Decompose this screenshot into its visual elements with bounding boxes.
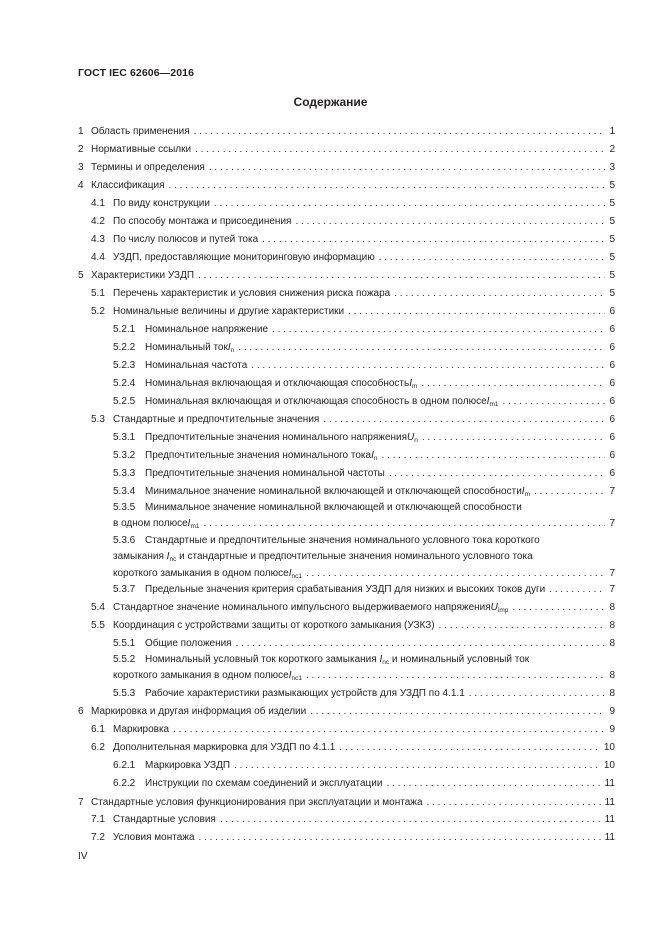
- toc-entry-page: 6: [609, 468, 615, 479]
- toc-entry-page: 5: [609, 216, 615, 227]
- toc-entry-number: 5.3.3: [113, 468, 136, 479]
- toc-entry-page: 7: [609, 584, 615, 595]
- leader-dots: [389, 466, 606, 482]
- toc-entry-number: 5.2: [91, 306, 105, 317]
- toc-entry-text: Перечень характеристик и условия снижения риска пожара: [113, 288, 391, 299]
- leader-dots: [203, 516, 605, 532]
- toc-entry: [113, 340, 615, 356]
- toc-entry-number: 5.3.7: [113, 584, 136, 595]
- toc-entry-text: Общие положения: [145, 638, 232, 649]
- leader-dots: [469, 686, 606, 702]
- symbol-subscript: nc1: [291, 573, 302, 580]
- symbol: I: [379, 654, 383, 665]
- toc-entry-text: Стандартные и предпочтительные значения номинального условного тока короткого: [145, 535, 540, 546]
- toc-entry-page: 6: [609, 378, 615, 389]
- toc-entry-page: 9: [609, 706, 615, 717]
- toc-entry-text: Инструкции по схемам соединений и эксплуатации: [145, 778, 383, 789]
- toc-entry-number: 6: [78, 706, 84, 717]
- toc-entry-page: 8: [609, 602, 615, 613]
- leader-dots: [386, 776, 600, 792]
- toc-entry: [113, 516, 615, 532]
- toc-entry: [78, 178, 615, 194]
- symbol-subscript: nc: [169, 556, 177, 563]
- toc-entry: [113, 322, 615, 338]
- toc-entry-text: Маркировка УЗДП: [145, 760, 231, 771]
- toc-entry-page: 7: [609, 568, 615, 579]
- toc-entry: [113, 358, 615, 374]
- leader-dots: [209, 160, 606, 176]
- leader-dots: [238, 340, 605, 356]
- symbol-subscript: n: [414, 437, 418, 444]
- leader-dots: [348, 304, 605, 320]
- toc-entry-number: 4.3: [91, 234, 105, 245]
- toc-entry-text: Предельные значения критерия срабатывания УЗДП для низких и высоких токов дуги: [145, 584, 546, 595]
- toc-entry: [78, 142, 615, 158]
- toc-entry: [91, 618, 615, 634]
- toc-entry-page: 3: [609, 162, 615, 173]
- toc-entry: [113, 566, 615, 582]
- toc-entry-page: 5: [609, 270, 615, 281]
- toc-entry-symbol: [409, 376, 417, 395]
- toc-entry-number: 5.2.3: [113, 360, 136, 371]
- toc-entry-page: 5: [609, 198, 615, 209]
- toc-entry: [113, 686, 615, 702]
- toc-entry-text: Номинальная частота: [145, 360, 248, 371]
- leader-dots: [427, 795, 601, 811]
- toc-entry-symbol: [522, 484, 530, 503]
- toc-entry-page: 6: [609, 306, 615, 317]
- toc-entry-text: Условия монтажа: [113, 832, 195, 843]
- toc-entry-page: 6: [609, 396, 615, 407]
- page-number-footer: IV: [78, 851, 88, 862]
- toc-entry: [113, 394, 615, 410]
- toc-entry: [91, 214, 615, 230]
- toc-entry-number: 4: [78, 180, 84, 191]
- toc-entry-page: 11: [604, 797, 615, 808]
- toc-entry-number: 5.4: [91, 602, 105, 613]
- symbol-subscript: nc: [382, 659, 390, 666]
- toc-entry-number: 5: [78, 270, 84, 281]
- symbol: I: [409, 378, 412, 389]
- toc-entry: [91, 286, 615, 302]
- toc-entry-text: Номинальное напряжение: [145, 324, 269, 335]
- symbol: I: [371, 450, 374, 461]
- leader-dots: [236, 636, 606, 652]
- toc-entry-text: Характеристики УЗДП: [91, 270, 195, 281]
- toc-entry-number: 6.2: [91, 742, 105, 753]
- toc-entry-text: короткого замыкания в одном полюсе: [113, 568, 289, 579]
- leader-dots: [173, 722, 605, 738]
- toc-entry: [113, 776, 615, 792]
- toc-entry-text: Минимальное значение номинальной включающей и отключающей способности: [145, 502, 522, 513]
- toc-entry-number: 5.5: [91, 620, 105, 631]
- leader-dots: [421, 376, 605, 392]
- toc-entry-page: 7: [609, 518, 615, 529]
- toc-entry-number: 5.3.2: [113, 450, 136, 461]
- toc-entry-page: 8: [609, 638, 615, 649]
- toc-entry-number: 6.1: [91, 724, 105, 735]
- toc-entry: [113, 636, 615, 652]
- toc-entry-page: 11: [604, 778, 615, 789]
- toc-entry-text: УЗДП, предоставляющие мониторинговую информацию: [113, 252, 375, 263]
- toc-entry-number: 6.2.1: [113, 760, 136, 771]
- symbol-subscript: n: [373, 455, 378, 462]
- toc-entry-text: замыкания: [113, 551, 164, 562]
- toc-entry-number: 5.3.1: [113, 432, 136, 443]
- toc-entry: [113, 758, 615, 774]
- toc-entry-number: 6.2.2: [113, 778, 136, 789]
- toc-entry-number: 5.3.4: [113, 486, 136, 497]
- toc-entry-number: 7.1: [91, 814, 105, 825]
- leader-dots: [198, 268, 605, 284]
- page-title: Содержание: [293, 95, 368, 109]
- symbol-subscript: nc1: [291, 675, 302, 682]
- leader-dots: [512, 600, 605, 616]
- toc-entry-text: Номинальный условный ток короткого замыкания: [145, 654, 377, 665]
- toc-entry-text: Стандартные условия функционирования при эксплуатации и монтажа: [91, 797, 423, 808]
- toc-entry: [113, 448, 615, 464]
- toc-entry: [91, 600, 615, 616]
- leader-dots: [272, 322, 605, 338]
- toc-entry-number: 5.3.6: [113, 535, 136, 546]
- symbol: I: [288, 670, 292, 681]
- toc-entry-number: 5.5.1: [113, 638, 136, 649]
- leader-dots: [169, 178, 606, 194]
- symbol-subscript: m1: [489, 401, 499, 408]
- toc-entry: [91, 722, 615, 738]
- toc-entry: [113, 430, 615, 446]
- symbol-subscript: m1: [190, 523, 200, 530]
- toc-entry-text: Минимальное значение номинальной включающей и отключающей способности: [145, 486, 522, 497]
- toc-entry: [113, 376, 615, 392]
- leader-dots: [199, 830, 601, 846]
- toc-entry: [91, 812, 615, 828]
- toc-entry-number: 4.2: [91, 216, 105, 227]
- toc-entry: [91, 412, 615, 428]
- toc-entry-text: Маркировка и другая информация об изделии: [91, 706, 307, 717]
- toc-entry-page: 5: [609, 252, 615, 263]
- toc-entry-page: 9: [609, 724, 615, 735]
- toc-entry-page: 6: [609, 342, 615, 353]
- toc-entry-number: 5.5.3: [113, 688, 136, 699]
- toc-entry: [78, 704, 615, 720]
- leader-dots: [394, 286, 605, 302]
- toc-entry-text: Область применения: [91, 126, 190, 137]
- toc-entry-text: Нормативные ссылки: [91, 144, 192, 155]
- toc-entry: [113, 484, 615, 500]
- toc-entry-number: 3: [78, 162, 84, 173]
- toc-entry-page: 5: [609, 234, 615, 245]
- toc-entry-text: и номинальный условный ток: [389, 654, 530, 665]
- toc-entry-text: Термины и определения: [91, 162, 205, 173]
- toc-entry: [78, 160, 615, 176]
- toc-entry-number: 4.4: [91, 252, 105, 263]
- toc-entry-text: Номинальная включающая и отключающая способность в одном полюсе: [145, 396, 487, 407]
- toc-entry-page: 10: [603, 760, 615, 771]
- leader-dots: [439, 618, 606, 634]
- toc-entry-text: Предпочтительные значения номинальной частоты: [145, 468, 385, 479]
- toc-entry-number: 5.2.4: [113, 378, 136, 389]
- symbol: U: [407, 432, 415, 443]
- toc-entry-text: Дополнительная маркировка для УЗДП по 4.1.1: [113, 742, 336, 753]
- toc-entry: [91, 830, 615, 846]
- toc-entry-page: 8: [609, 688, 615, 699]
- symbol-subscript: m: [412, 383, 418, 390]
- toc-entry-number: 5.5.2: [113, 654, 136, 665]
- symbol: I: [288, 568, 292, 579]
- toc-entry-page: 1: [609, 126, 615, 137]
- leader-dots: [234, 758, 600, 774]
- toc-entry: [113, 582, 615, 598]
- toc-entry-page: 10: [603, 742, 615, 753]
- toc-entry: [91, 740, 615, 756]
- toc-entry-text: Предпочтительные значения номинального напряжения: [145, 432, 408, 443]
- toc-entry-number: 7: [78, 797, 84, 808]
- toc-entry-text: По виду конструкции: [113, 198, 210, 209]
- toc-entry-page: 11: [604, 814, 615, 825]
- toc-entry-page: 8: [609, 620, 615, 631]
- leader-dots: [306, 566, 605, 582]
- toc-entry-text: Координация с устройствами защиты от короткого замыкания (УЗКЗ): [113, 620, 435, 631]
- toc-entry-number: 5.2.2: [113, 342, 136, 353]
- toc-entry: [91, 232, 615, 248]
- symbol: I: [486, 396, 490, 407]
- toc-entry-page: 5: [609, 288, 615, 299]
- toc-entry-symbol: [487, 394, 499, 413]
- toc-entry-page: 5: [609, 180, 615, 191]
- toc-entry-page: 11: [604, 832, 615, 843]
- toc-entry-symbol: [228, 340, 234, 359]
- leader-dots: [214, 196, 606, 212]
- toc-entry-number: 7.2: [91, 832, 105, 843]
- toc-entry: [91, 196, 615, 212]
- toc-entry-symbol: [491, 600, 509, 619]
- toc-entry-text: Стандартные условия: [113, 814, 216, 825]
- toc-entry-text: Номинальный ток: [145, 342, 228, 353]
- toc-entry-text: По способу монтажа и присоединения: [113, 216, 292, 227]
- toc-entry-page: 6: [609, 414, 615, 425]
- leader-dots: [251, 358, 605, 374]
- leader-dots: [379, 250, 606, 266]
- toc-entry-text: Номинальные величины и другие характеристики: [113, 306, 345, 317]
- leader-dots: [194, 124, 606, 140]
- leader-dots: [382, 448, 606, 464]
- toc-entry-line: [113, 533, 540, 549]
- toc-entry-text: Рабочие характеристики размыкающих устройств для УЗДП по 4.1.1: [145, 688, 465, 699]
- leader-dots: [262, 232, 605, 248]
- leader-dots: [502, 394, 605, 410]
- leader-dots: [339, 740, 600, 756]
- toc-entry: [91, 304, 615, 320]
- toc-entry-number: 5.3.5: [113, 502, 136, 513]
- toc-entry-number: 5.3: [91, 414, 105, 425]
- leader-dots: [295, 214, 605, 230]
- toc-entry: [91, 250, 615, 266]
- symbol-subscript: imp: [497, 607, 509, 614]
- toc-entry-text: Маркировка: [113, 724, 170, 735]
- toc-entry-page: 6: [609, 324, 615, 335]
- toc-entry-text: Стандартное значение номинального импульсного выдерживаемого напряжения: [113, 602, 491, 613]
- symbol: I: [166, 551, 170, 562]
- toc-entry: [113, 668, 615, 684]
- toc-entry-page: 8: [609, 670, 615, 681]
- toc-entry-number: 5.1: [91, 288, 105, 299]
- leader-dots: [422, 430, 606, 446]
- toc-entry-page: 6: [609, 432, 615, 443]
- leader-dots: [306, 668, 605, 684]
- symbol-subscript: m: [524, 491, 530, 498]
- toc-entry-page: 6: [609, 360, 615, 371]
- toc-entry-text: Предпочтительные значения номинального тока: [145, 450, 372, 461]
- leader-dots: [534, 484, 605, 500]
- toc-entry-number: 5.2.1: [113, 324, 136, 335]
- toc-entry-text: Стандартные и предпочтительные значения: [113, 414, 320, 425]
- symbol: I: [227, 342, 231, 353]
- toc-entry-text: Номинальная включающая и отключающая способность: [145, 378, 410, 389]
- toc-entry: [78, 124, 615, 140]
- toc-entry: [113, 466, 615, 482]
- leader-dots: [549, 582, 605, 598]
- toc-entry-text: и стандартные и предпочтительные значения номинального условного тока: [176, 551, 533, 562]
- toc-entry: [78, 268, 615, 284]
- toc-entry-symbol: [407, 430, 418, 449]
- document-header: ГОСТ IEC 62606—2016: [78, 67, 195, 79]
- toc-entry-symbol: [289, 668, 302, 687]
- toc-entry-text: в одном полюсе: [113, 518, 188, 529]
- toc-entry-text: Классификация: [91, 180, 165, 191]
- toc-entry-symbol: [371, 448, 377, 467]
- symbol: U: [490, 602, 498, 613]
- toc-entry-page: 6: [609, 450, 615, 461]
- toc-entry-number: 1: [78, 126, 84, 137]
- toc-entry-text: По числу полюсов и путей тока: [113, 234, 259, 245]
- symbol: I: [521, 486, 525, 497]
- toc-entry-number: 4.1: [91, 198, 105, 209]
- toc-entry-number: 5.2.5: [113, 396, 136, 407]
- leader-dots: [195, 142, 605, 158]
- toc-entry-page: 7: [609, 486, 615, 497]
- leader-dots: [310, 704, 605, 720]
- toc-entry-page: 2: [609, 144, 615, 155]
- toc-entry-number: 2: [78, 144, 84, 155]
- leader-dots: [323, 412, 605, 428]
- symbol-subscript: n: [230, 347, 235, 354]
- leader-dots: [220, 812, 601, 828]
- symbol: I: [187, 518, 191, 529]
- toc-entry-line: [113, 500, 522, 516]
- toc-entry-text: короткого замыкания в одном полюсе: [113, 670, 289, 681]
- toc-entry: [78, 795, 615, 811]
